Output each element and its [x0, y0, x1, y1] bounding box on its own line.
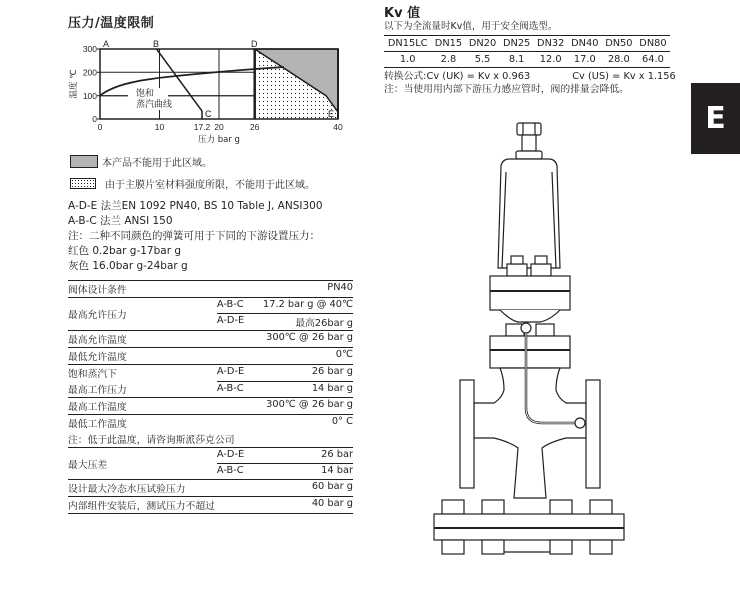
table-cell — [217, 415, 263, 432]
table-cell: 最大压差 — [68, 448, 217, 480]
table-row — [68, 398, 353, 415]
svg-text:0: 0 — [92, 114, 97, 124]
table-cell: 0° C — [263, 415, 353, 432]
kv-note: 注：当使用用内部下游压力感应管时，阀的排量会降低。 — [384, 84, 629, 95]
svg-text:10: 10 — [154, 122, 165, 132]
table-cell: 17.2 bar g @ 40℃ — [263, 298, 353, 314]
table-cell: DN80 — [636, 36, 670, 52]
svg-text:D: D — [251, 39, 258, 49]
table-cell: A-B-C — [217, 464, 263, 480]
table-cell — [217, 331, 263, 348]
formula-uk: 转换公式:Cv (UK) = Kv x 0.963 — [384, 71, 531, 82]
table-cell: 14 bar — [263, 464, 353, 480]
table-cell: 注：低于此温度，请咨询斯派莎克公司 — [68, 435, 235, 446]
svg-text:300: 300 — [82, 44, 97, 54]
flange-notes: A-D-E 法兰EN 1092 PN40, BS 10 Table J, ANSI300 A-B-C 法兰 ANSI 150 注：二种不同颜色的弹簧可用于下同的下游设置压力： 红色 0.2bar g-17bar g 灰色 16.0bar g-24bar g — [68, 200, 323, 272]
annotation-line2: 蒸汽曲线 — [136, 100, 173, 110]
svg-text:40: 40 — [333, 122, 343, 132]
table-row — [68, 348, 353, 365]
dotted-swatch — [70, 178, 96, 189]
kv-title: Kv 值 — [384, 6, 421, 21]
kv-value-row — [384, 52, 670, 68]
table-cell: 17.0 — [568, 52, 602, 68]
table-cell: 最高工作温度 — [68, 398, 217, 415]
kv-header-row — [384, 36, 670, 52]
table-cell: 300℃ @ 26 bar g — [263, 331, 353, 348]
kv-notes — [384, 70, 684, 96]
table-row — [68, 448, 353, 464]
svg-text:0: 0 — [97, 122, 103, 132]
table-cell: 最高工作压力 — [68, 385, 127, 396]
pressure-temperature-chart — [66, 36, 356, 146]
table-cell: DN15 — [431, 36, 465, 52]
table-cell: 最低允许温度 — [68, 348, 217, 365]
kv-subtitle: 以下为全流量时Kv值，用于安全阀选型。 — [384, 21, 558, 32]
y-axis-label: 温度 ℃ — [69, 69, 79, 99]
table-cell: 最高26bar g — [263, 314, 353, 331]
legend-item-dotted: 由于主膜片室材料强度所限，不能用于此区域。 — [70, 176, 315, 191]
svg-text:17.2: 17.2 — [193, 122, 211, 132]
table-cell: 40 bar g — [263, 497, 353, 514]
table-cell: 内部组件安装后，测试压力不超过 — [68, 497, 263, 514]
table-cell: 2.8 — [431, 52, 465, 68]
legend-item-gray: 本产品不能用于此区域。 — [70, 154, 315, 169]
table-cell: DN15LC — [384, 36, 431, 52]
table-cell: 最高允许温度 — [68, 331, 217, 348]
table-cell — [217, 281, 263, 298]
table-cell: 最低工作温度 — [68, 415, 217, 432]
table-row — [68, 431, 353, 448]
kv-table — [384, 35, 670, 68]
table-cell — [217, 398, 263, 415]
table-row — [68, 381, 353, 398]
annotation-line1: 饱和 — [136, 89, 155, 99]
table-row — [68, 497, 353, 514]
table-row — [68, 331, 353, 348]
table-cell: 最高允许压力 — [68, 298, 217, 331]
table-cell: DN50 — [602, 36, 636, 52]
table-cell: 26 bar g — [263, 365, 353, 382]
gray-swatch — [70, 155, 98, 168]
svg-text:C: C — [205, 109, 212, 119]
table-row — [68, 415, 353, 432]
table-cell: A-B-C — [217, 298, 263, 314]
table-row — [68, 298, 353, 314]
table-cell: 26 bar — [263, 448, 353, 464]
svg-text:200: 200 — [82, 67, 97, 78]
svg-text:A: A — [103, 39, 110, 49]
specs-table — [68, 280, 353, 514]
table-cell: 12.0 — [534, 52, 568, 68]
table-cell: A-D-E — [217, 448, 263, 464]
legend — [70, 154, 315, 191]
table-cell — [217, 348, 263, 365]
table-cell: 8.1 — [500, 52, 534, 68]
table-cell: 阀体设计条件 — [68, 281, 217, 298]
section-tab-e: E — [691, 83, 740, 154]
table-cell: DN32 — [534, 36, 568, 52]
valve-illustration — [430, 118, 630, 558]
table-cell: 300℃ @ 26 bar g — [263, 398, 353, 415]
table-cell: PN40 — [263, 281, 353, 298]
x-axis-label: 压力 bar g — [198, 135, 240, 145]
table-cell: 5.5 — [466, 52, 500, 68]
table-cell: 0℃ — [263, 348, 353, 365]
svg-text:100: 100 — [82, 91, 97, 101]
table-cell: DN25 — [500, 36, 534, 52]
table-cell: 14 bar g — [263, 381, 353, 398]
table-row — [68, 281, 353, 298]
table-cell: A-D-E — [217, 314, 263, 331]
table-cell: 设计最大冷态水压试验压力 — [68, 480, 263, 497]
svg-text:26: 26 — [249, 122, 260, 132]
svg-text:20: 20 — [214, 122, 224, 132]
table-cell: DN20 — [466, 36, 500, 52]
adjuster-nut-icon — [517, 123, 541, 135]
formula-us: Cv (US) = Kv x 1.156 — [572, 71, 676, 82]
svg-text:E: E — [328, 109, 335, 119]
table-row — [68, 480, 353, 497]
svg-text:B: B — [153, 39, 160, 49]
table-cell: 60 bar g — [263, 480, 353, 497]
table-cell: 饱和蒸汽下 — [68, 365, 217, 382]
table-cell: 28.0 — [602, 52, 636, 68]
pressure-temp-title: 压力/温度限制 — [68, 16, 155, 31]
table-cell: 1.0 — [384, 52, 431, 68]
table-row — [68, 365, 353, 382]
table-cell: A-D-E — [217, 365, 263, 382]
table-cell: DN40 — [568, 36, 602, 52]
table-cell: A-B-C — [217, 381, 263, 398]
table-cell: 64.0 — [636, 52, 670, 68]
